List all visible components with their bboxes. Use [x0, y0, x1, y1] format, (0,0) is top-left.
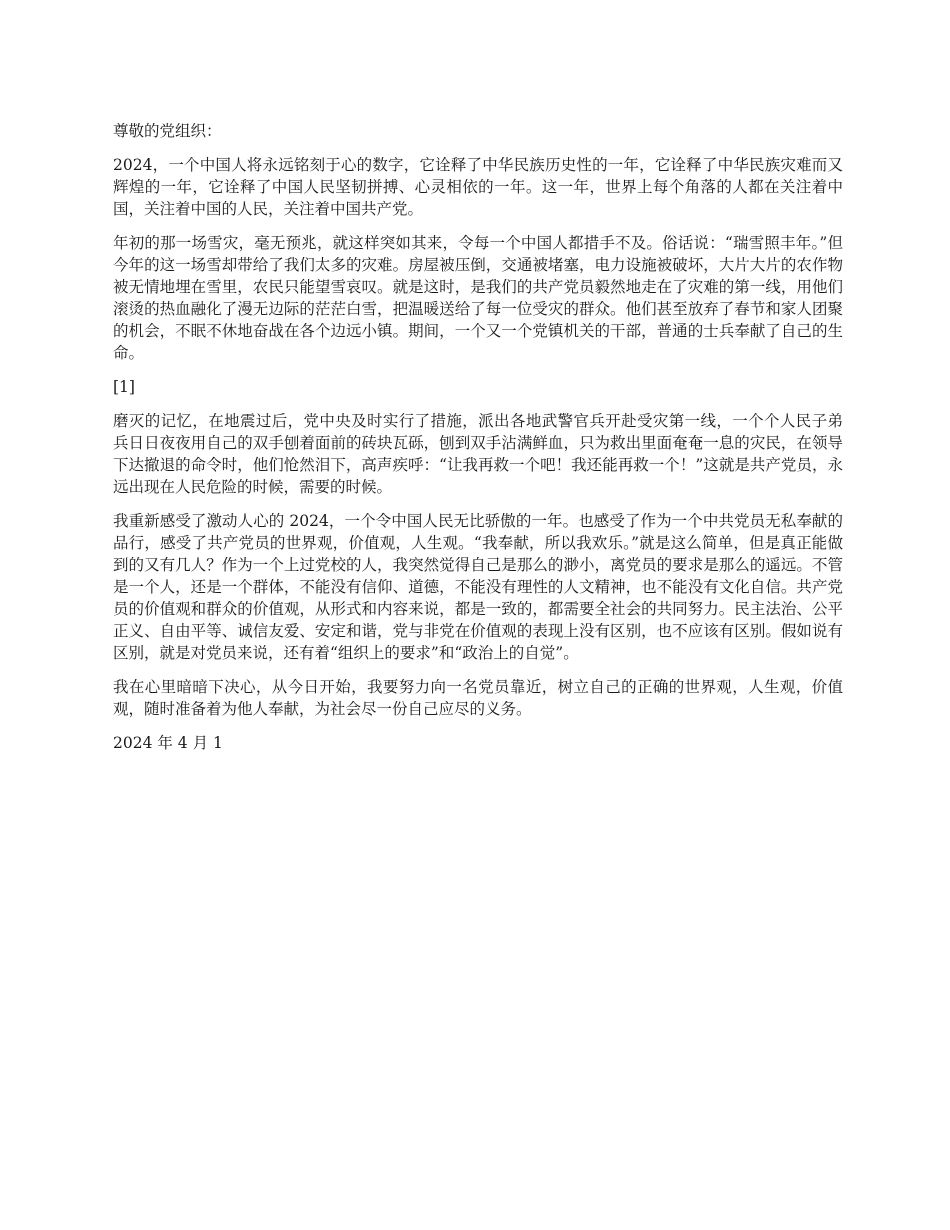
paragraph-resolution: 我在心里暗暗下决心，从今日开始，我要努力向一名党员靠近，树立自己的正确的世界观，人生观，价值观，随时准备着为他人奉献，为社会尽一份自己应尽的义务。 [113, 678, 843, 718]
paragraph-values: 我重新感受了激动人心的 2024，一个令中国人民无比骄傲的一年。也感受了作为一个中共党员无私奉献的品行，感受了共产党员的世界观，价值观，人生观。“我奉献，所以我欢乐。”就是这么简单，但是真正能做到的又有几人？作为一个上过党校的人，我突然觉得自己是那么的渺小，离党员的要求是那么的遥远。不管是一个人，还是一个群体，不能没有信仰、道德，不能没有理性的人文精神，也不能没有文化自信。共产党员的价值观和群众的价值观，从形式和内容来说，都是一致的，都需要全社会的共同努力。民主法治、公平正义、自由平等、诚信友爱、安定和谐，党与非党在价值观的表现上没有区别，也不应该有区别。假如说有区别，就是对党员来说，还有着“组织上的要求”和“政治上的自觉”。 [113, 512, 843, 662]
salutation: 尊敬的党组织： [113, 122, 222, 140]
paragraph-earthquake: 磨灭的记忆，在地震过后，党中央及时实行了措施，派出各地武警官兵开赴受灾第一线，一个个人民子弟 兵日日夜夜用自己的双手刨着面前的砖块瓦砾，刨到双手沾满鲜血，只为救出里面奄奄一息的灾民，在领导下达撤退的命令时，他们怆然泪下，高声疾呼：“让我再救一个吧！我还能再救一个！”这就是共产党员，永远出现在人民危险的时候，需要的时候。 [113, 412, 843, 496]
date-line: 2024 年 4 月 1 [113, 734, 223, 752]
paragraph-snow-disaster: 年初的那一场雪灾，毫无预兆，就这样突如其来，令每一个中国人都措手不及。俗话说：“瑞雪照丰年。”但今年的这一场雪却带给了我们太多的灾难。房屋被压倒，交通被堵塞，电力设施被破坏，大片大片的农作物被无情地埋在雪里，农民只能望雪哀叹。就是这时，是我们的共产党员毅然地走在了灾难的第一线，用他们滚烫的热血融化了漫无边际的茫茫白雪，把温暖送给了每一位受灾的群众。他们甚至放弃了春节和家人团聚的机会，不眠不休地奋战在各个边远小镇。期间，一个又一个党镇机关的干部，普通的士兵奉献了自己的生命。 [113, 234, 843, 362]
paragraph-intro: 2024，一个中国人将永远铭刻于心的数字，它诠释了中华民族历史性的一年，它诠释了中华民族灾难而又辉煌的一年，它诠释了中国人民坚韧拼搏、心灵相依的一年。这一年，世界上每个角落的人都在关注着中国，关注着中国的人民，关注着中国共产党。 [113, 156, 843, 218]
letter-document [113, 120, 843, 766]
footnote-marker: [1] [113, 378, 135, 396]
